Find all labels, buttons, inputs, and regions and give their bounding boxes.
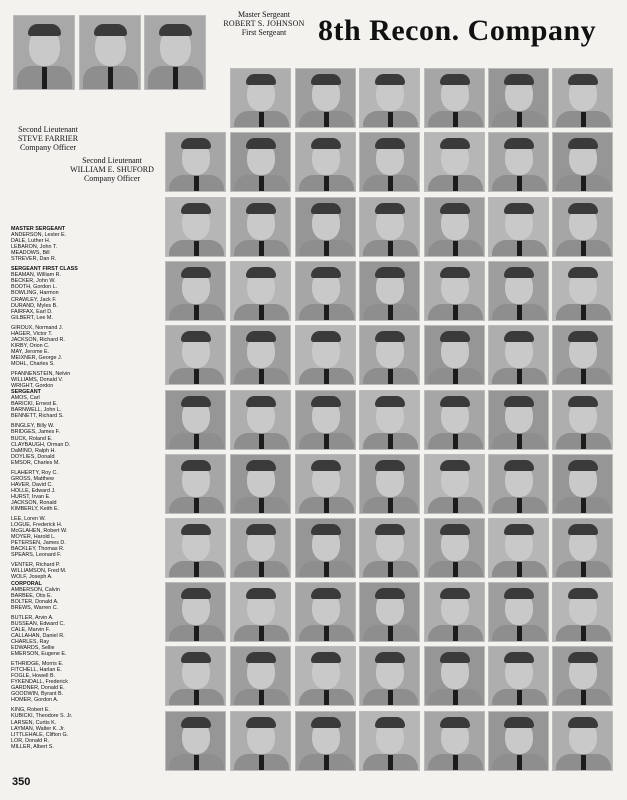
member-portrait [424,646,485,706]
roster-name: CALE, Marvin F. [11,626,50,633]
member-portrait [359,197,420,257]
member-portrait [295,582,356,642]
roster-name: HAGER, Victor T. [11,330,53,337]
member-portrait [424,197,485,257]
roster-name: KIRBY, Orion C. [11,342,50,349]
member-portrait [488,132,549,192]
member-portrait [165,261,226,321]
roster-name: AMBERSON, Calvin [11,586,60,593]
roster-name: BUTLER, Arvin A. [11,614,54,621]
member-portrait [552,132,613,192]
roster-name: BINGLEY, Billy W. [11,423,55,430]
roster-name: FYKENDALL, Frederick [11,679,68,686]
roster-name: DURAND, Myles B. [11,302,58,309]
roster-name: GROSS, Matthew [11,475,54,482]
roster-name: SPEARS, Leonard F. [11,552,62,559]
member-portrait [295,711,356,771]
roster-name: CRAWLEY, Jack F. [11,296,57,303]
member-portrait [295,390,356,450]
roster-rank-heading: SERGEANT [11,389,41,396]
member-portrait [230,68,291,128]
member-portrait [488,68,549,128]
roster-name: BACKLEY, Thomas R. [11,546,65,553]
roster-name: GILBERT, Lee M. [11,314,53,321]
roster-name: CLAYBAUGH, Orman D. [11,441,71,448]
member-portrait [359,68,420,128]
roster-name: BARICKI, Ernest E. [11,401,58,408]
member-portrait [295,325,356,385]
roster-name: BREWS, Warren C. [11,604,59,611]
member-portrait [552,197,613,257]
roster-name: KIMBERLY, Keith E. [11,506,60,513]
first-sergeant-rank: Master Sergeant [237,10,291,19]
member-portrait [488,390,549,450]
member-portrait [488,518,549,578]
member-portrait [165,132,226,192]
roster-name: BARNWELL, John L. [11,407,62,414]
roster-name: LEBARON, John T. [11,244,58,251]
roster-name: MEADOWS, Bill [11,250,50,257]
roster-name: HAVER, David C. [11,481,53,488]
member-portrait [295,68,356,128]
member-portrait [295,454,356,514]
member-portrait [424,518,485,578]
roster-name: BOLTER, Donald A. [11,598,59,605]
roster-name: FOGLE, Howell B. [11,673,56,680]
member-portrait [230,711,291,771]
roster-name: WOLF, Joseph A. [11,574,53,581]
member-portrait [230,518,291,578]
member-portrait [424,454,485,514]
member-portrait [295,132,356,192]
member-portrait [424,711,485,771]
member-portrait [359,261,420,321]
first-sergeant-name: ROBERT S. JOHNSON [223,19,305,28]
roster-name: ANDERSON, Lester E. [11,232,67,239]
roster-rank-heading: SERGEANT FIRST CLASS [11,266,78,273]
roster-name: BRIDGES, James F. [11,429,60,436]
member-portrait [488,261,549,321]
member-portrait [359,582,420,642]
member-portrait [424,390,485,450]
member-portrait [230,261,291,321]
roster-name: PFANNENSTEIN, Nelvin [11,371,71,378]
member-portrait [359,325,420,385]
roster-name: KUBICKI, Theodore S. Jr. [11,713,73,720]
first-sergeant-role: First Sergeant [241,28,287,37]
member-portrait [424,325,485,385]
member-portrait [165,646,226,706]
member-portrait [552,390,613,450]
roster-name: CALLAHAN, Daniel R. [11,632,65,639]
roster-name: EMSOR, Charles M. [11,459,60,466]
member-portrait [165,518,226,578]
member-portrait [488,646,549,706]
roster-name: MEIXNER, George J. [11,354,63,361]
member-portrait [165,582,226,642]
member-portrait [424,68,485,128]
roster-name: BEAMAN, William R. [11,272,62,279]
member-portrait [488,711,549,771]
officer-name: WILLIAM E. SHUFORD [70,165,154,174]
roster-list [11,226,156,750]
first-sergeant-portrait [79,15,141,90]
roster-name: BENNETT, Richard S. [11,413,64,420]
roster-name: BOWLING, Harmon [11,290,59,297]
roster-name: MILLER, Albert S. [11,743,54,750]
roster-name: BUCK, Roland E. [11,435,53,442]
roster-name: GOODWIN, Byrant B. [11,691,64,698]
member-portrait [295,261,356,321]
roster-name: DaMINO, Ralph H. [11,447,56,454]
officer-caption [62,156,162,183]
roster-name: DALE, Luther H. [11,238,51,245]
member-portrait [552,261,613,321]
roster-name: WILLIAMS, Donald V. [11,377,63,384]
roster-name: EMERSON, Eugene E. [11,651,67,658]
roster-name: GARDNER, Donald E. [11,685,65,692]
member-portrait [424,582,485,642]
member-portrait [552,582,613,642]
member-portrait [552,711,613,771]
roster-name: FITCHELL, Harlan E. [11,667,62,674]
roster-name: CHARLES, Ray [11,638,50,645]
officer-portrait [13,15,75,90]
officer-caption [8,125,88,152]
officer-portrait [144,15,206,90]
roster-name: HURST, Irvan E. [11,493,51,500]
member-portrait [488,454,549,514]
roster-name: VENTER, Richard P. [11,562,61,569]
page-title: 8th Recon. Company [318,14,597,47]
member-portrait [488,325,549,385]
roster-name: MOHL, Charles S. [11,360,55,367]
roster-name: MAY, Jerome E. [11,348,50,355]
roster-name: BUSSEAN, Edward C. [11,620,65,627]
roster-name: ETHRIDGE, Morris E. [11,661,64,668]
roster-name: LOR, Donald R. [11,737,50,744]
member-portrait [230,646,291,706]
officer-role: Company Officer [83,174,141,183]
roster-name: LARSEN, Curtis K. [11,719,57,726]
member-portrait [230,582,291,642]
roster-name: BARBEE, Otis E. [11,592,53,599]
member-portrait [295,518,356,578]
roster-name: McGLAHEN, Robert W. [11,528,68,535]
roster-name: FAIRFAX, Earl D. [11,308,53,315]
member-portrait [488,197,549,257]
member-portrait [552,454,613,514]
roster-name: HOLLE, Edward J. [11,487,56,494]
roster-rank-heading: MASTER SERGEANT [11,226,66,232]
roster-name: DOYLIES, Donald [11,453,55,460]
roster-name: MOYER, Harold L. [11,534,56,541]
member-portrait [230,325,291,385]
roster-name: GIROUX, Normand J. [11,324,64,331]
roster-name: PETERSEN, James D. [11,540,66,547]
roster-name: JACKSON, Ronald [11,499,57,506]
roster-name: JACKSON, Richard R. [11,336,65,343]
officer-rank: Second Lieutenant [82,156,142,165]
member-portrait [165,454,226,514]
page-number: 350 [12,776,31,788]
member-portrait [165,325,226,385]
member-portrait [359,454,420,514]
member-portrait [359,646,420,706]
member-portrait [424,261,485,321]
member-portrait [552,646,613,706]
member-portrait [359,132,420,192]
first-sergeant-caption [210,10,318,37]
member-portrait [295,197,356,257]
roster-name: WILLIAMSON, Fred M. [11,568,67,575]
officer-role: Company Officer [19,143,77,152]
roster-name: FLAHERTY, Roy C. [11,469,58,476]
member-portrait [359,518,420,578]
roster-name: BOOTH, Gordon L. [11,284,58,291]
roster-name: KING, Robert E. [11,707,50,714]
member-portrait [359,390,420,450]
officer-rank: Second Lieutenant [18,125,78,134]
roster-name: LEE, Loren W. [11,516,46,523]
officer-name: STEVE FARRIER [17,134,79,143]
member-portrait [165,197,226,257]
member-portrait [359,711,420,771]
member-portrait [295,646,356,706]
member-portrait [552,325,613,385]
member-portrait [230,197,291,257]
member-portrait [165,390,226,450]
roster-name: AMOS, Carl [11,395,40,402]
member-portrait [230,454,291,514]
roster-name: BECKER, John W. [11,278,56,285]
roster-name: LAYMAN, Walter K. Jr. [11,725,65,732]
member-portrait [552,518,613,578]
member-portrait [488,582,549,642]
member-portrait [424,132,485,192]
member-portrait [165,711,226,771]
member-portrait [230,390,291,450]
member-portrait [230,132,291,192]
roster-name: STREVER, Dan R. [11,256,57,263]
roster-name: HOMER, Gordon A. [11,697,59,704]
roster-name: EDWARDS, Sellie [11,645,55,651]
roster-rank-heading: CORPORAL [11,580,42,587]
roster-name: WRIGHT, Gordon [11,383,54,390]
roster-name: LOGUE, Frederick H. [11,522,63,529]
roster-name: LITTLEHALE, Clifton G. [11,731,69,738]
member-portrait [552,68,613,128]
